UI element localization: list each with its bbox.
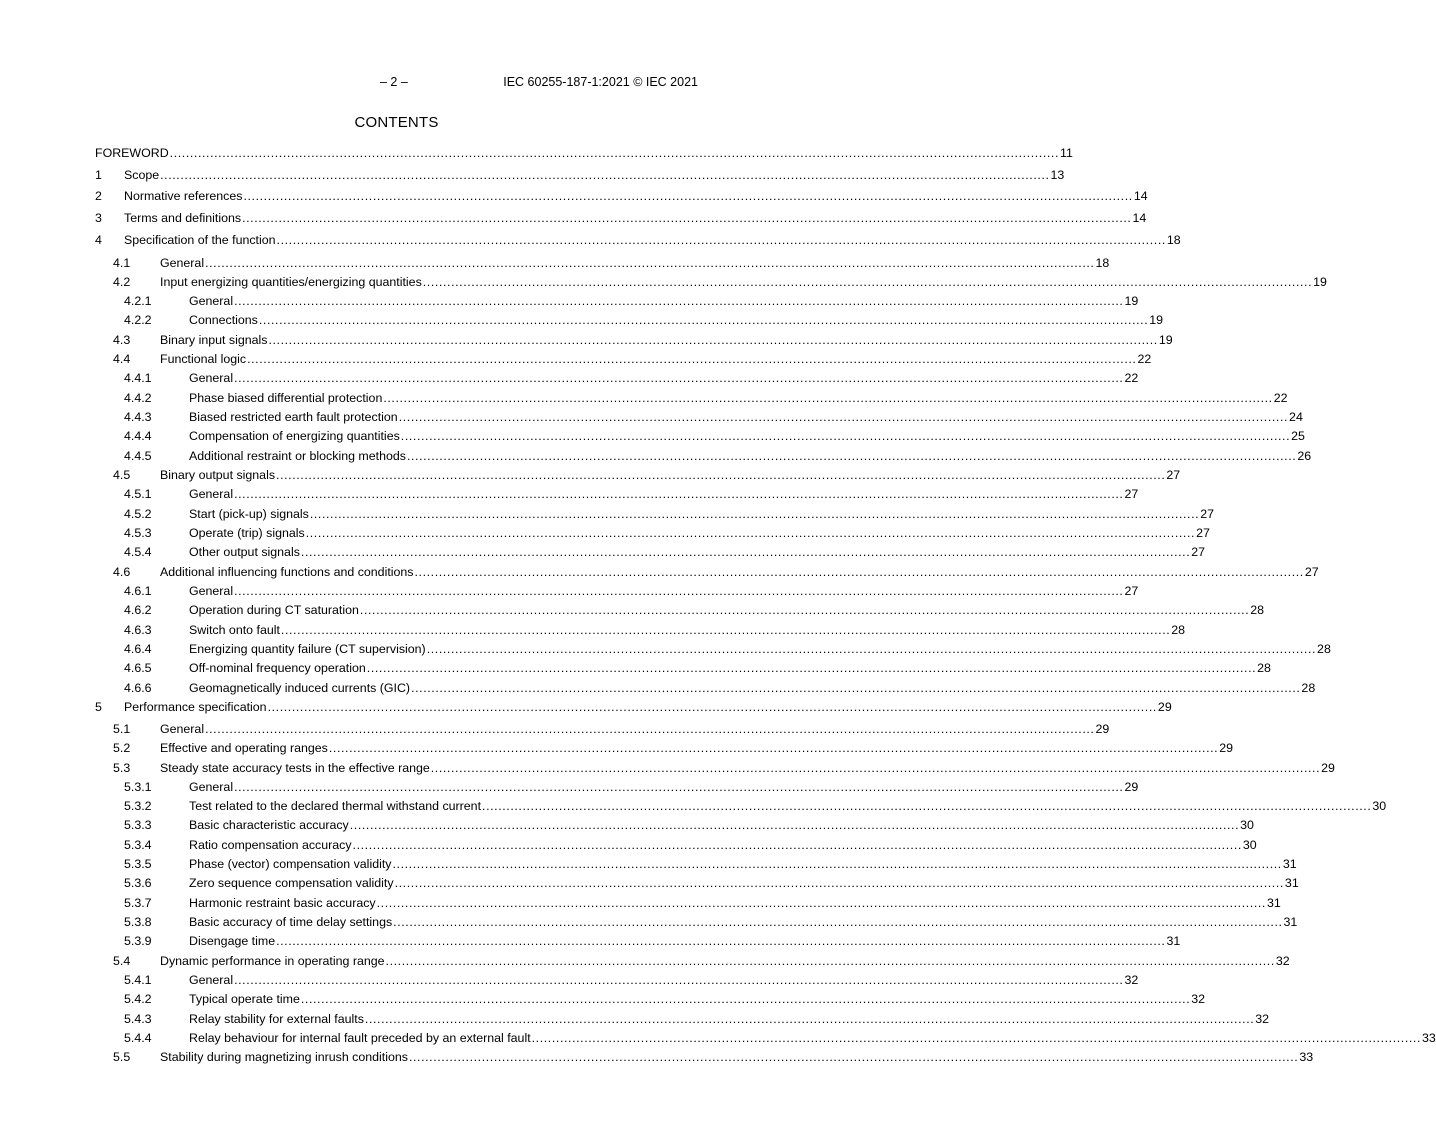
toc-entry[interactable] <box>95 351 1152 368</box>
toc-entry[interactable] <box>95 188 1148 205</box>
toc-entry-title: General <box>189 294 234 308</box>
toc-entry-page: 13 <box>1050 168 1065 182</box>
toc-entry[interactable] <box>95 875 1299 892</box>
dot-leader: ............................................................................................................................................................................................................................ <box>242 211 1132 225</box>
toc-entry-title: Scope <box>124 168 160 182</box>
dot-leader: ............................................................................................................................................................................................................................ <box>406 449 1297 463</box>
toc-entry-page: 22 <box>1124 371 1139 385</box>
toc-entry-title: General <box>189 371 234 385</box>
toc-entry-page: 26 <box>1297 449 1312 463</box>
toc-entry-page: 19 <box>1124 294 1139 308</box>
toc-entry-title: Harmonic restraint basic accuracy <box>189 896 376 910</box>
dot-leader: ............................................................................................................................................................................................................................ <box>352 838 1242 852</box>
toc-entry[interactable] <box>95 856 1297 873</box>
toc-entry-page: 19 <box>1158 333 1173 347</box>
toc-entry-number: 4.6 <box>113 565 131 579</box>
toc-entry-title: Connections <box>189 313 258 327</box>
dot-leader: ............................................................................................................................................................................................................................ <box>482 799 1372 813</box>
toc-entry-number: 5.4.4 <box>124 1031 152 1045</box>
toc-entry-page: 29 <box>1157 700 1172 714</box>
toc-entry-page: 28 <box>1257 661 1271 675</box>
dot-leader: ............................................................................................................................................................................................................................ <box>383 391 1273 405</box>
dot-leader: ............................................................................................................................................................................................................................ <box>267 700 1157 714</box>
dot-leader: ............................................................................................................................................................................................................................ <box>411 681 1301 695</box>
dot-leader: ............................................................................................................................................................................................................................ <box>408 1050 1299 1064</box>
toc-entry-number: 5.4 <box>113 954 131 968</box>
toc-entry-number: 4.4.3 <box>124 410 152 424</box>
toc-entry-number: 4.6.4 <box>124 642 152 656</box>
toc-entry[interactable] <box>95 448 1312 465</box>
toc-entry-page: 28 <box>1171 623 1186 637</box>
toc-entry-page: 14 <box>1133 189 1148 203</box>
toc-entry-page: 18 <box>1166 233 1181 247</box>
toc-entry-page: 33 <box>1299 1050 1314 1064</box>
toc-entry[interactable] <box>95 837 1257 854</box>
toc-entry-number: 4.4.1 <box>124 371 152 385</box>
toc-entry-page: 28 <box>1301 681 1316 695</box>
dot-leader: ............................................................................................................................................................................................................................ <box>392 857 1282 871</box>
toc-entry-page: 28 <box>1317 642 1331 656</box>
dot-leader: ............................................................................................................................................................................................................................ <box>234 294 1124 308</box>
toc-entry-title: General <box>189 973 234 987</box>
dot-leader: ............................................................................................................................................................................................................................ <box>205 256 1095 270</box>
toc-entry-number: 4.2.2 <box>124 313 152 327</box>
toc-entry-page: 29 <box>1219 741 1234 755</box>
dot-leader: ............................................................................................................................................................................................................................ <box>398 410 1289 424</box>
toc-entry-title: Effective and operating ranges <box>160 741 328 755</box>
toc-entry-title: Binary output signals <box>160 468 276 482</box>
toc-entry-page: 33 <box>1422 1031 1436 1045</box>
dot-leader: ............................................................................................................................................................................................................................ <box>280 623 1171 637</box>
toc-entry-title: Phase (vector) compensation validity <box>189 857 392 871</box>
dot-leader: ............................................................................................................................................................................................................................ <box>247 352 1137 366</box>
toc-entry-number: 4.4.2 <box>124 391 152 405</box>
toc-entry-title: Specification of the function <box>124 233 276 247</box>
toc-entry[interactable] <box>95 760 1335 777</box>
toc-entry-number: 5.3.1 <box>124 780 152 794</box>
toc-entry-page: 25 <box>1291 429 1305 443</box>
toc-entry-page: 27 <box>1124 584 1139 598</box>
toc-entry[interactable] <box>95 564 1319 581</box>
toc-entry[interactable] <box>95 602 1265 619</box>
dot-leader: ............................................................................................................................................................................................................................ <box>276 468 1166 482</box>
toc-entry[interactable] <box>95 1011 1270 1028</box>
toc-entry[interactable] <box>95 1049 1314 1066</box>
toc-entry-number: 4.3 <box>113 333 131 347</box>
toc-entry-title: Geomagnetically induced currents (GIC) <box>189 681 411 695</box>
toc-entry-title: Performance specification <box>124 700 267 714</box>
toc-entry-page: 11 <box>1060 146 1073 160</box>
dot-leader: ............................................................................................................................................................................................................................ <box>234 371 1124 385</box>
dot-leader: ............................................................................................................................................................................................................................ <box>364 1012 1255 1026</box>
toc-entry-number: 5 <box>95 700 102 714</box>
dot-leader: ............................................................................................................................................................................................................................ <box>531 1031 1421 1045</box>
toc-entry-number: 4.4.5 <box>124 449 152 463</box>
toc-entry-number: 5.3.5 <box>124 857 152 871</box>
toc-entry-page: 27 <box>1200 507 1214 521</box>
toc-entry-title: Stability during magnetizing inrush conditions <box>160 1050 408 1064</box>
dot-leader: ............................................................................................................................................................................................................................ <box>300 992 1191 1006</box>
toc-entry-title: Phase biased differential protection <box>189 391 383 405</box>
toc-entry-number: 5.3 <box>113 761 131 775</box>
toc-entry-number: 5.3.2 <box>124 799 152 813</box>
toc-entry-page: 27 <box>1304 565 1319 579</box>
toc-entry[interactable] <box>95 622 1186 639</box>
toc-entry-number: 4.5.4 <box>124 545 152 559</box>
toc-entry-number: 2 <box>95 189 102 203</box>
toc-entry-number: 4 <box>95 233 102 247</box>
dot-leader: ............................................................................................................................................................................................................................ <box>268 333 1158 347</box>
toc-entry-page: 19 <box>1149 313 1164 327</box>
toc-entry-page: 32 <box>1275 954 1290 968</box>
toc-entry-page: 27 <box>1166 468 1181 482</box>
toc-entry-title: Basic accuracy of time delay settings <box>189 915 393 929</box>
toc-entry-title: Normative references <box>124 189 243 203</box>
toc-entry-page: 30 <box>1372 799 1387 813</box>
toc-entry-title: FOREWORD <box>95 146 169 160</box>
toc-entry[interactable] <box>95 145 1073 162</box>
toc-entry[interactable] <box>95 544 1206 561</box>
toc-entry-title: Typical operate time <box>189 992 300 1006</box>
dot-leader: ............................................................................................................................................................................................................................ <box>205 722 1095 736</box>
toc-entry-number: 5.3.6 <box>124 876 152 890</box>
toc-entry-number: 4.5.3 <box>124 526 152 540</box>
toc-entry-number: 5.3.3 <box>124 818 152 832</box>
toc-entry-page: 29 <box>1321 761 1335 775</box>
toc-entry[interactable] <box>95 817 1254 834</box>
toc-entry-page: 30 <box>1240 818 1254 832</box>
toc-entry-number: 5.3.4 <box>124 838 152 852</box>
toc-entry-page: 30 <box>1242 838 1257 852</box>
toc-entry-number: 5.4.3 <box>124 1012 152 1026</box>
dot-leader: ............................................................................................................................................................................................................................ <box>422 275 1313 289</box>
toc-entry-title: Test related to the declared thermal withstand current <box>189 799 482 813</box>
toc-entry-page: 31 <box>1283 915 1298 929</box>
toc-entry[interactable] <box>95 699 1172 716</box>
toc-entry[interactable] <box>95 740 1234 757</box>
toc-entry[interactable] <box>95 467 1181 484</box>
page-title: CONTENTS <box>354 114 439 131</box>
toc-entry-title: Zero sequence compensation validity <box>189 876 394 890</box>
toc-entry[interactable] <box>95 991 1206 1008</box>
toc-entry-title: Additional restraint or blocking methods <box>189 449 406 463</box>
toc-entry-title: Binary input signals <box>160 333 268 347</box>
toc-entry[interactable] <box>95 933 1181 950</box>
toc-entry[interactable] <box>95 486 1139 503</box>
toc-entry-number: 4.4.4 <box>124 429 152 443</box>
toc-entry[interactable] <box>95 232 1181 249</box>
toc-entry-page: 32 <box>1255 1012 1270 1026</box>
toc-entry-title: Basic characteristic accuracy <box>189 818 349 832</box>
toc-entry-number: 5.4.1 <box>124 973 152 987</box>
toc-entry-number: 4.2 <box>113 275 131 289</box>
toc-entry[interactable] <box>95 779 1139 796</box>
dot-leader: ............................................................................................................................................................................................................................ <box>394 876 1284 890</box>
toc-entry-page: 22 <box>1273 391 1288 405</box>
toc-entry-number: 5.1 <box>113 722 131 736</box>
toc-entry-title: Switch onto fault <box>189 623 280 637</box>
dot-leader: ............................................................................................................................................................................................................................ <box>359 603 1250 617</box>
dot-leader: ............................................................................................................................................................................................................................ <box>414 565 1304 579</box>
toc-entry[interactable] <box>95 293 1139 310</box>
dot-leader: ............................................................................................................................................................................................................................ <box>305 526 1196 540</box>
toc-entry-number: 5.5 <box>113 1050 131 1064</box>
toc-entry-title: Disengage time <box>189 934 276 948</box>
toc-entry[interactable] <box>95 680 1316 697</box>
standard-reference: IEC 60255-187-1:2021 © IEC 2021 <box>503 75 698 89</box>
toc-entry-title: Additional influencing functions and conditions <box>160 565 414 579</box>
toc-entry-title: General <box>189 584 234 598</box>
toc-entry-number: 4.6.6 <box>124 681 152 695</box>
toc-entry-page: 24 <box>1289 410 1303 424</box>
toc-entry-page: 32 <box>1124 973 1139 987</box>
toc-entry-page: 31 <box>1282 857 1297 871</box>
toc-entry[interactable] <box>95 506 1214 523</box>
toc-entry[interactable] <box>95 660 1271 677</box>
toc-entry-title: Biased restricted earth fault protection <box>189 410 398 424</box>
toc-entry-number: 4.2.1 <box>124 294 152 308</box>
toc-entry-page: 19 <box>1313 275 1327 289</box>
toc-entry-number: 5.4.2 <box>124 992 152 1006</box>
toc-entry-title: Off-nominal frequency operation <box>189 661 366 675</box>
dot-leader: ............................................................................................................................................................................................................................ <box>234 487 1124 501</box>
toc-entry-title: Relay behaviour for internal fault preceded by an external fault <box>189 1031 531 1045</box>
toc-entry-page: 22 <box>1137 352 1152 366</box>
toc-entry[interactable] <box>95 953 1290 970</box>
toc-entry-title: General <box>189 487 234 501</box>
toc-entry-number: 5.3.9 <box>124 934 152 948</box>
toc-entry-page: 27 <box>1124 487 1139 501</box>
dot-leader: ............................................................................................................................................................................................................................ <box>309 507 1200 521</box>
toc-entry-page: 27 <box>1196 526 1210 540</box>
page-header <box>95 75 698 93</box>
toc-entry[interactable] <box>95 332 1173 349</box>
toc-entry[interactable] <box>95 167 1065 184</box>
toc-entry[interactable] <box>95 914 1298 931</box>
toc-entry[interactable] <box>95 895 1281 912</box>
toc-entry-title: Compensation of energizing quantities <box>189 429 400 443</box>
toc-entry-page: 29 <box>1124 780 1139 794</box>
dot-leader: ............................................................................................................................................................................................................................ <box>385 954 1275 968</box>
toc-entry-title: Other output signals <box>189 545 300 559</box>
dot-leader: ............................................................................................................................................................................................................................ <box>234 780 1124 794</box>
toc-entry[interactable] <box>95 798 1387 815</box>
dot-leader: ............................................................................................................................................................................................................................ <box>400 429 1291 443</box>
dot-leader: ............................................................................................................................................................................................................................ <box>300 545 1191 559</box>
toc-entry[interactable] <box>95 428 1305 445</box>
toc-entry[interactable] <box>95 409 1303 426</box>
toc-entry[interactable] <box>95 274 1327 291</box>
toc-entry-number: 5.2 <box>113 741 131 755</box>
toc-entry-title: General <box>160 722 205 736</box>
toc-entry-number: 1 <box>95 168 102 182</box>
dot-leader: ............................................................................................................................................................................................................................ <box>426 642 1317 656</box>
dot-leader: ............................................................................................................................................................................................................................ <box>169 146 1060 160</box>
toc-entry-title: Operation during CT saturation <box>189 603 359 617</box>
dot-leader: ............................................................................................................................................................................................................................ <box>276 934 1166 948</box>
toc-entry-title: General <box>189 780 234 794</box>
dot-leader: ............................................................................................................................................................................................................................ <box>160 168 1050 182</box>
toc-entry-number: 4.6.5 <box>124 661 152 675</box>
toc-entry-title: Terms and definitions <box>124 211 242 225</box>
toc-entry[interactable] <box>95 370 1139 387</box>
toc-entry-number: 4.6.2 <box>124 603 152 617</box>
toc-entry-number: 4.5.2 <box>124 507 152 521</box>
toc-entry-number: 4.4 <box>113 352 131 366</box>
toc-entry-number: 4.1 <box>113 256 131 270</box>
toc-entry[interactable] <box>95 583 1139 600</box>
dot-leader: ............................................................................................................................................................................................................................ <box>276 233 1166 247</box>
toc-entry-page: 18 <box>1095 256 1110 270</box>
toc-entry-title: Steady state accuracy tests in the effective range <box>160 761 430 775</box>
toc-entry[interactable] <box>95 525 1210 542</box>
toc-entry-number: 4.6.3 <box>124 623 152 637</box>
toc-entry-page: 14 <box>1132 211 1147 225</box>
dot-leader: ............................................................................................................................................................................................................................ <box>376 896 1266 910</box>
toc-entry-number: 4.6.1 <box>124 584 152 598</box>
toc-entry-title: Operate (trip) signals <box>189 526 305 540</box>
toc-entry-title: Functional logic <box>160 352 247 366</box>
toc-entry[interactable] <box>95 1030 1436 1047</box>
toc-entry-page: 31 <box>1166 934 1181 948</box>
toc-entry-page: 31 <box>1284 876 1299 890</box>
toc-entry-number: 5.3.7 <box>124 896 152 910</box>
toc-entry-number: 4.5 <box>113 468 131 482</box>
toc-entry-title: General <box>160 256 205 270</box>
toc-entry[interactable] <box>95 721 1110 738</box>
toc-entry[interactable] <box>95 641 1331 658</box>
dot-leader: ............................................................................................................................................................................................................................ <box>393 915 1283 929</box>
toc-entry-title: Relay stability for external faults <box>189 1012 364 1026</box>
toc-entry-number: 3 <box>95 211 102 225</box>
toc-entry[interactable] <box>95 210 1147 227</box>
dot-leader: ............................................................................................................................................................................................................................ <box>349 818 1240 832</box>
toc-entry-page: 32 <box>1191 992 1206 1006</box>
toc-entry[interactable] <box>95 312 1164 329</box>
toc-entry-page: 27 <box>1191 545 1206 559</box>
toc-entry[interactable] <box>95 972 1139 989</box>
dot-leader: ............................................................................................................................................................................................................................ <box>234 584 1124 598</box>
toc-entry-number: 4.5.1 <box>124 487 152 501</box>
dot-leader: ............................................................................................................................................................................................................................ <box>258 313 1149 327</box>
dot-leader: ............................................................................................................................................................................................................................ <box>366 661 1257 675</box>
toc-entry-title: Energizing quantity failure (CT supervision) <box>189 642 426 656</box>
dot-leader: ............................................................................................................................................................................................................................ <box>328 741 1219 755</box>
dot-leader: ............................................................................................................................................................................................................................ <box>430 761 1321 775</box>
toc-entry-title: Dynamic performance in operating range <box>160 954 385 968</box>
toc-entry-title: Input energizing quantities/energizing quantities <box>160 275 422 289</box>
toc-entry-number: 5.3.8 <box>124 915 152 929</box>
dot-leader: ............................................................................................................................................................................................................................ <box>243 189 1133 203</box>
toc-entry[interactable] <box>95 390 1288 407</box>
toc-entry[interactable] <box>95 255 1110 272</box>
toc-entry-title: Start (pick-up) signals <box>189 507 309 521</box>
page-number: – 2 – <box>380 75 408 89</box>
toc-entry-page: 29 <box>1095 722 1110 736</box>
dot-leader: ............................................................................................................................................................................................................................ <box>234 973 1124 987</box>
toc-entry-page: 28 <box>1250 603 1265 617</box>
toc-entry-title: Ratio compensation accuracy <box>189 838 352 852</box>
toc-entry-page: 31 <box>1266 896 1281 910</box>
